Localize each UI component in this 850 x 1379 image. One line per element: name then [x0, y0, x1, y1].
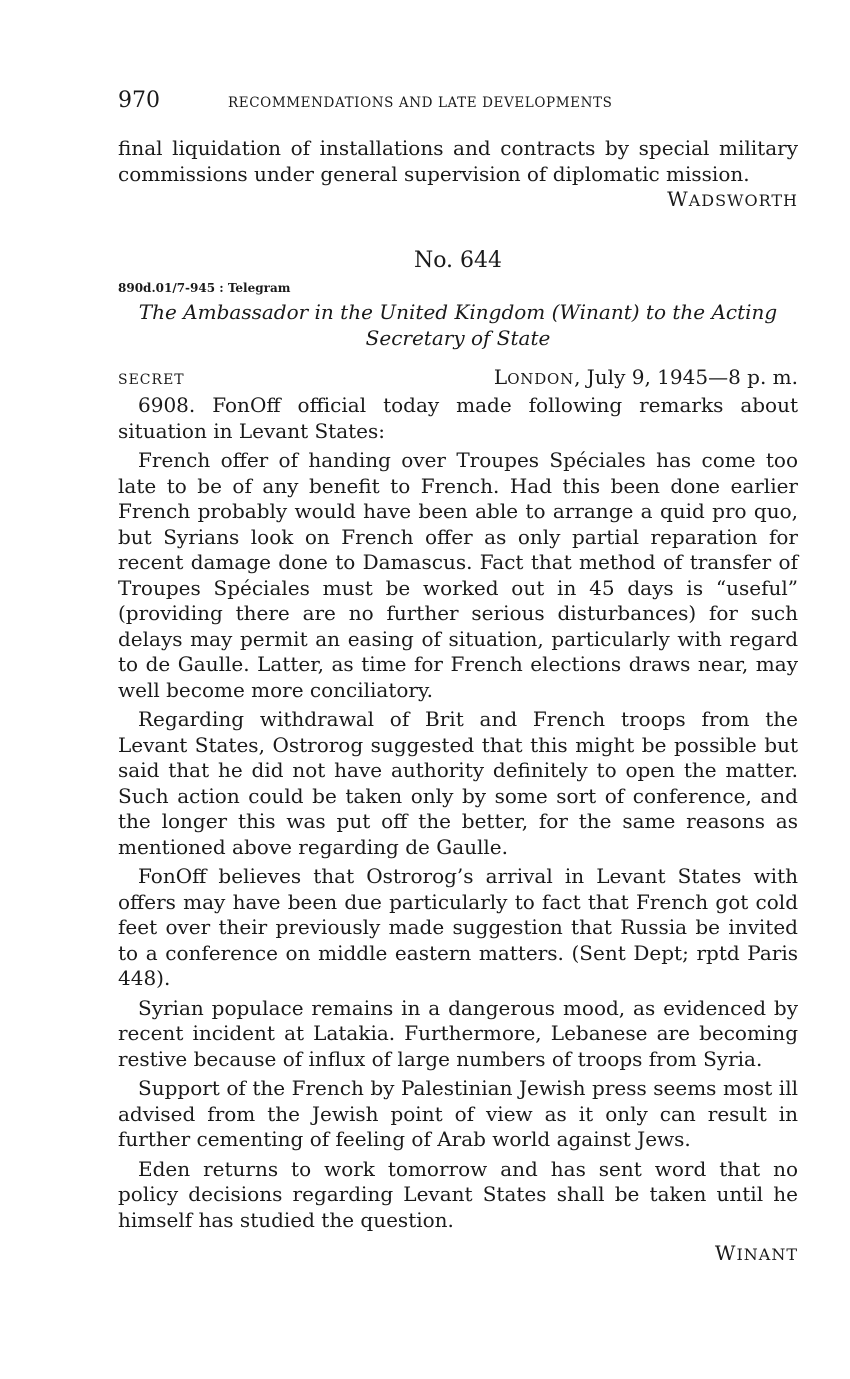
page-number: 970	[118, 88, 160, 113]
dateline	[118, 365, 798, 393]
date-place	[494, 365, 798, 389]
body-paragraph: Eden returns to work tomorrow and has sent word that no policy decisions regarding Levant States shall be taken until he himself has studied the question.	[118, 1156, 798, 1232]
document-heading: The Ambassador in the United Kingdom (Winant) to the Acting Secretary of State	[138, 300, 778, 350]
body-paragraph: 6908. FonOff official today made following remarks about situation in Levant States:	[118, 393, 798, 443]
document-page	[118, 88, 798, 1265]
file-reference: 890d.01/7-945 : Telegram	[118, 281, 291, 295]
body-paragraph: French offer of handing over Troupes Spéciales has come too late to be of any benefit to French. Had this been done earlier French probably would have been able to arrange a quid pro quo, but Syrians look on French offer as only partial reparation for recent damage done to Damascus. Fact that method of transfer of Troupes Spéciales must be worked out in 45 days is “useful” (providing there are no further serious disturbances) for such delays may permit an easing of situation, particularly with regard to de Gaulle. Latter, as time for French elections draws near, may well become more conciliatory.	[118, 448, 798, 702]
running-head	[118, 88, 798, 118]
place-rest: ONDON	[507, 370, 575, 388]
body-paragraph: Support of the French by Palestinian Jewish press seems most ill advised from the Jewish point of view as it only can result in further cementing of feeling of Arab world against Jews.	[118, 1076, 798, 1151]
classification: SECRET	[118, 372, 185, 388]
closing-signature	[118, 1241, 798, 1265]
carryover-paragraph: final liquidation of installations and contracts by special military commissions under general supervision of diplomatic mission.	[118, 136, 798, 186]
signature-rest: ADSWORTH	[688, 191, 798, 210]
signature-rest: INANT	[736, 1245, 798, 1264]
signature-initial: W	[714, 1241, 737, 1265]
document-number: No. 644	[413, 248, 503, 273]
body-paragraph: FonOff believes that Ostrorog’s arrival in Levant States with offers may have been due particularly to fact that French got cold feet over their previously made suggestion that Russia be invited to a conference on middle eastern matters. (Sent Dept; rptd Paris 448).	[118, 864, 798, 990]
date-text: , July 9, 1945—8 p. m.	[574, 365, 798, 389]
running-title: RECOMMENDATIONS AND LATE DEVELOPMENTS	[228, 95, 613, 111]
place-initial: L	[493, 365, 508, 389]
body-paragraph: Syrian populace remains in a dangerous mood, as evidenced by recent incident at Latakia. Furthermore, Lebanese are becoming restive because of influx of large numbers of troops from Syria.	[118, 995, 798, 1071]
carryover-signature	[118, 187, 798, 211]
signature-initial: W	[667, 187, 689, 211]
body-paragraph: Regarding withdrawal of Brit and French troops from the Levant States, Ostrorog suggested that this might be possible but said that he did not have authority definitely to open the matter. Such action could be taken only by some sort of conference, and the longer this was put off the better, for the same reasons as mentioned above regarding de Gaulle.	[118, 707, 798, 859]
